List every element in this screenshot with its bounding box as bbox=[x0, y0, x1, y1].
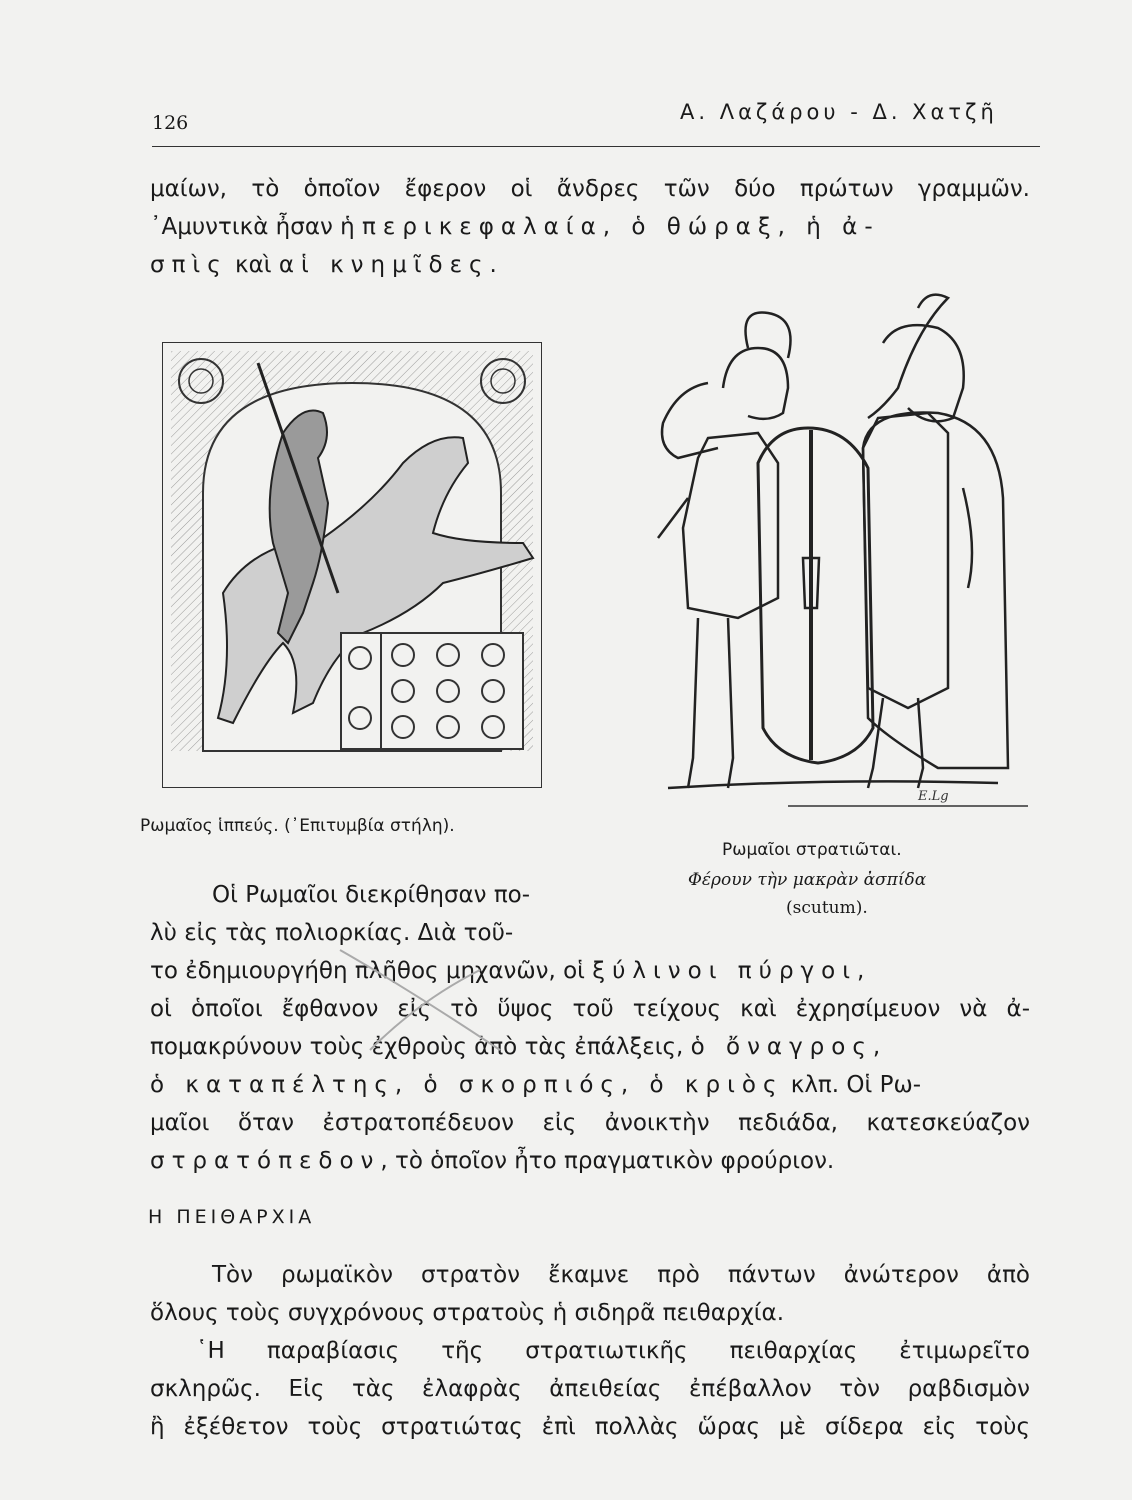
soldiers-illustration bbox=[628, 288, 1028, 820]
soldiers-figure bbox=[628, 288, 1028, 820]
horseman-stele-figure bbox=[162, 342, 542, 788]
intro-line-3-spaced-b: αἱ κνημῖδες. bbox=[278, 252, 504, 278]
intro-line-3-text: καὶ bbox=[227, 252, 279, 278]
para2-line-2: λὺ εἰς τὰς πολιορκίας. Διὰ τοῦ- bbox=[150, 920, 514, 946]
right-figure-caption-1: Ρωμαῖοι στρατιῶται. bbox=[722, 840, 902, 860]
header-rule bbox=[152, 146, 1040, 147]
illustrator-signature: E.Lg bbox=[918, 789, 949, 804]
section-heading: Η ΠΕΙΘΑΡΧΙΑ bbox=[148, 1206, 316, 1228]
intro-line-3 bbox=[150, 250, 504, 280]
intro-line-1: μαίων, τὸ ὁποῖον ἔφερον οἱ ἄνδρες τῶν δύο πρώτων γραμμῶν. bbox=[150, 176, 1030, 202]
para2-line-4: οἱ ὁποῖοι ἔφθανον εἰς τὸ ὕψος τοῦ τείχους καὶ ἐχρησίμευον νὰ ἀ- bbox=[150, 996, 1030, 1022]
intro-line-3-spaced-a: σπὶς bbox=[150, 252, 228, 278]
para2-line-5-text: πομακρύνουν τοὺς ἐχθροὺς ἀπὸ τὰς ἐπάλξεις, bbox=[150, 1034, 691, 1060]
para2-line-8-spaced: στρατόπεδον bbox=[150, 1148, 381, 1174]
para2-line-8 bbox=[150, 1146, 834, 1176]
para3-line-1: Τὸν ρωμαϊκὸν στρατὸν ἔκαμνε πρὸ πάντων ἀνώτερον ἀπὸ bbox=[212, 1262, 1030, 1288]
page-number: 126 bbox=[152, 112, 189, 134]
para3-line-4: σκληρῶς. Εἰς τὰς ἐλαφρὰς ἀπειθείας ἐπέβαλλον τὸν ραβδισμὸν bbox=[150, 1376, 1030, 1402]
intro-line-2-spaced: περικεφαλαία, ὁ θώραξ, ἡ ἀ- bbox=[362, 214, 880, 240]
para2-line-5-spaced: ὁ ὄναγρος, bbox=[690, 1034, 888, 1060]
para2-line-3-text: το ἐδημιουργήθη πλῆθος μηχανῶν, οἱ bbox=[150, 958, 593, 984]
horseman-stele-illustration bbox=[163, 343, 541, 787]
intro-line-2 bbox=[150, 212, 880, 242]
right-figure-caption-2: Φέρουν τὴν μακρὰν ἀσπίδα bbox=[688, 870, 927, 890]
para3-line-5: ἢ ἐξέθετον τοὺς στρατιώτας ἐπὶ πολλὰς ὥρας μὲ σίδερα εἰς τοὺς bbox=[150, 1414, 1030, 1440]
para2-line-6-spaced: ὁ καταπέλτης, ὁ σκορπιός, ὁ κριὸς bbox=[150, 1072, 784, 1098]
right-figure-caption-3: (scutum). bbox=[786, 898, 868, 918]
intro-line-2-text: ᾿Αμυντικὰ ἦσαν ἡ bbox=[150, 214, 363, 240]
para3-line-2: ὅλους τοὺς συγχρόνους στρατοὺς ἡ σιδηρᾶ πειθαρχία. bbox=[150, 1300, 785, 1326]
para3-line-3: ῾Η παραβίασις τῆς στρατιωτικῆς πειθαρχίας ἐτιμωρεῖτο bbox=[196, 1338, 1030, 1364]
para2-line-6 bbox=[150, 1070, 921, 1100]
para2-line-3 bbox=[150, 956, 871, 986]
para2-line-7: μαῖοι ὅταν ἐστρατοπέδευον εἰς ἀνοικτὴν πεδιάδα, κατεσκεύαζον bbox=[150, 1110, 1030, 1136]
para2-line-5 bbox=[150, 1032, 887, 1062]
para2-line-1: Οἱ Ρωμαῖοι διεκρίθησαν πο- bbox=[212, 882, 531, 908]
para2-line-8-text: , τὸ ὁποῖον ἦτο πραγματικὸν φρούριον. bbox=[380, 1148, 835, 1174]
para2-line-3-spaced: ξύλινοι πύργοι, bbox=[592, 958, 872, 984]
pencil-mark bbox=[330, 930, 510, 1070]
left-figure-caption: Ρωμαῖος ἱππεύς. (᾿Επιτυμβία στήλη). bbox=[140, 816, 455, 836]
running-head: Α. Λαζάρου - Δ. Χατζῆ bbox=[680, 100, 998, 124]
para2-line-6-text: κλπ. Οἱ Ρω- bbox=[783, 1072, 922, 1098]
